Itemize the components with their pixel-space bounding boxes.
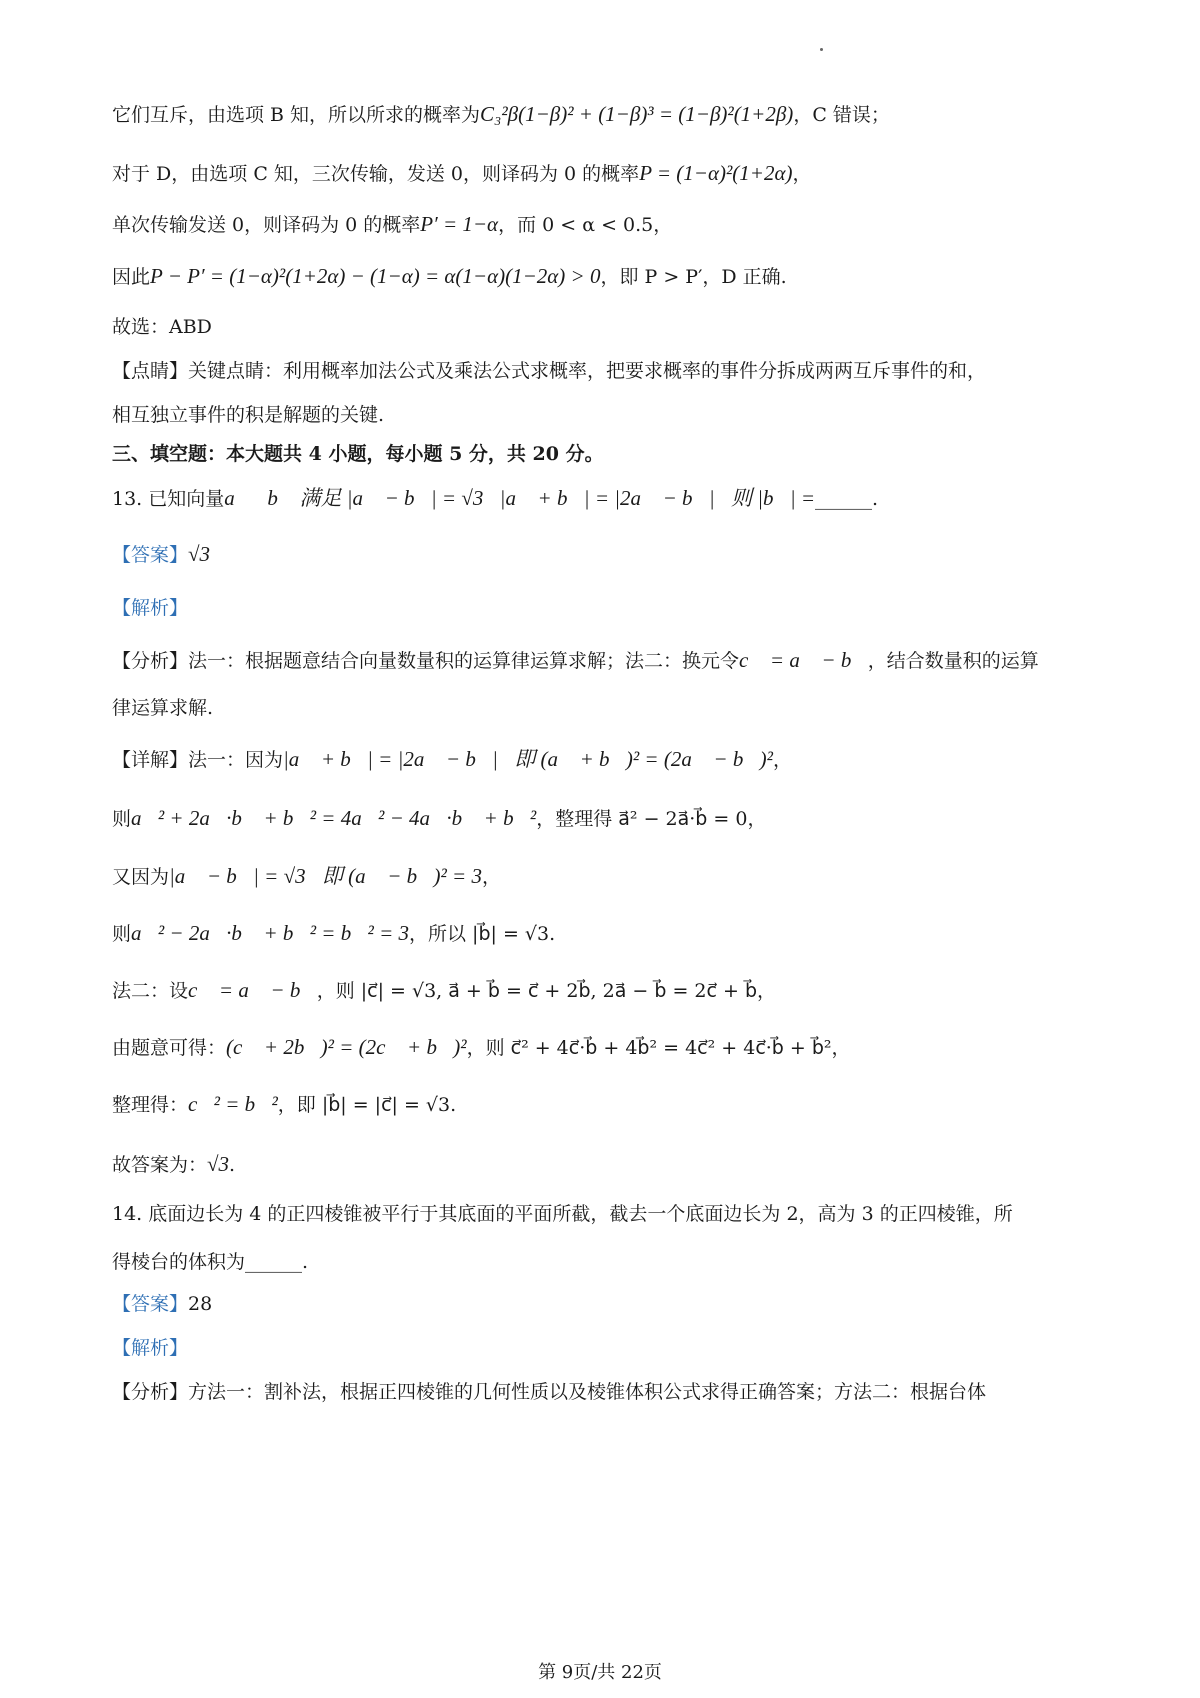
text-line: 因此P − P′ = (1−α)²(1+2α) − (1−α) = α(1−α)(1−2α) > 0，即 P > P′，D 正确. xyxy=(112,264,787,288)
scan-speck xyxy=(820,48,823,51)
text-line: 【点睛】关键点睛：利用概率加法公式及乘法公式求概率，把要求概率的事件分拆成两两互斥事件的和， xyxy=(112,360,987,382)
question-13: 13. 已知向量a⃗，b⃗ 满足 |a⃗ − b⃗| = √3，|a⃗ + b⃗| = |2a⃗ − b⃗|，则 |b⃗| =______. xyxy=(112,486,879,510)
text-line: 【详解】法一：因为|a⃗ + b⃗| = |2a⃗ − b⃗|，即 (a⃗ + b⃗)² = (2a⃗ − b⃗)²， xyxy=(112,747,792,771)
section-heading: 三、填空题：本大题共 4 小题，每小题 5 分，共 20 分。 xyxy=(112,443,604,465)
answer-label: 【答案】 xyxy=(112,1293,189,1315)
text-line: 则a⃗² − 2a⃗·b⃗ + b⃗² = b⃗² = 3，所以 |b⃗| = √3. xyxy=(112,921,556,945)
text-line: 整理得：c⃗² = b⃗²，即 |b⃗| = |c⃗| = √3. xyxy=(112,1092,457,1116)
answer-14 xyxy=(112,1290,1100,1318)
text-line: 又因为|a⃗ − b⃗| = √3，即 (a⃗ − b⃗)² = 3， xyxy=(112,864,501,888)
text-line: 【分析】方法一：割补法，根据正四棱锥的几何性质以及棱锥体积公式求得正确答案；方法二：根据台体 xyxy=(112,1381,987,1403)
text-line: 得棱台的体积为______. xyxy=(112,1251,309,1273)
answer-13: 【答案】√3 xyxy=(112,542,211,566)
text-line: 相互独立事件的积是解题的关键. xyxy=(112,404,385,426)
text-line: 由题意可得：(c⃗ + 2b⃗)² = (2c⃗ + b⃗)²，则 c⃗² + 4c⃗·b⃗ + 4b⃗² = 4c⃗² + 4c⃗·b⃗ + b⃗²， xyxy=(112,1035,851,1059)
text-line: 对于 D，由选项 C 知，三次传输，发送 0，则译码为 0 的概率P = (1−α)²(1+2α)， xyxy=(112,161,812,185)
text-line: 故答案为：√3. xyxy=(112,1152,236,1176)
text-line: 法二：设c⃗ = a⃗ − b⃗，则 |c⃗| = √3, a⃗ + b⃗ = c⃗ + 2b⃗, 2a⃗ − b⃗ = 2c⃗ + b⃗， xyxy=(112,978,777,1002)
text-line: 故选：ABD xyxy=(112,316,212,338)
page-footer: 第 9页/共 22页 xyxy=(538,1662,662,1683)
answer-value: 28 xyxy=(188,1293,213,1315)
text-line: 【分析】法一：根据题意结合向量数量积的运算律运算求解；法二：换元令c⃗ = a⃗ − b⃗，结合数量积的运算 xyxy=(112,648,1039,672)
text-line: 它们互斥，由选项 B 知，所以所求的概率为C₃²β(1−β)² + (1−β)³ = (1−β)²(1+2β)，C 错误； xyxy=(112,102,890,126)
text-line: 律运算求解. xyxy=(112,697,214,719)
analysis-label: 【解析】 xyxy=(112,1337,189,1359)
question-14: 14. 底面边长为 4 的正四棱锥被平行于其底面的平面所截，截去一个底面边长为 2，高为 3 的正四棱锥，所 xyxy=(112,1203,1013,1225)
text-line: 则a⃗² + 2a⃗·b⃗ + b⃗² = 4a⃗² − 4a⃗·b⃗ + b⃗²，整理得 a⃗² − 2a⃗·b⃗ = 0， xyxy=(112,806,767,830)
analysis-label: 【解析】 xyxy=(112,597,189,619)
text-line: 单次传输发送 0，则译码为 0 的概率P′ = 1−α，而 0 < α < 0.5， xyxy=(112,212,673,236)
